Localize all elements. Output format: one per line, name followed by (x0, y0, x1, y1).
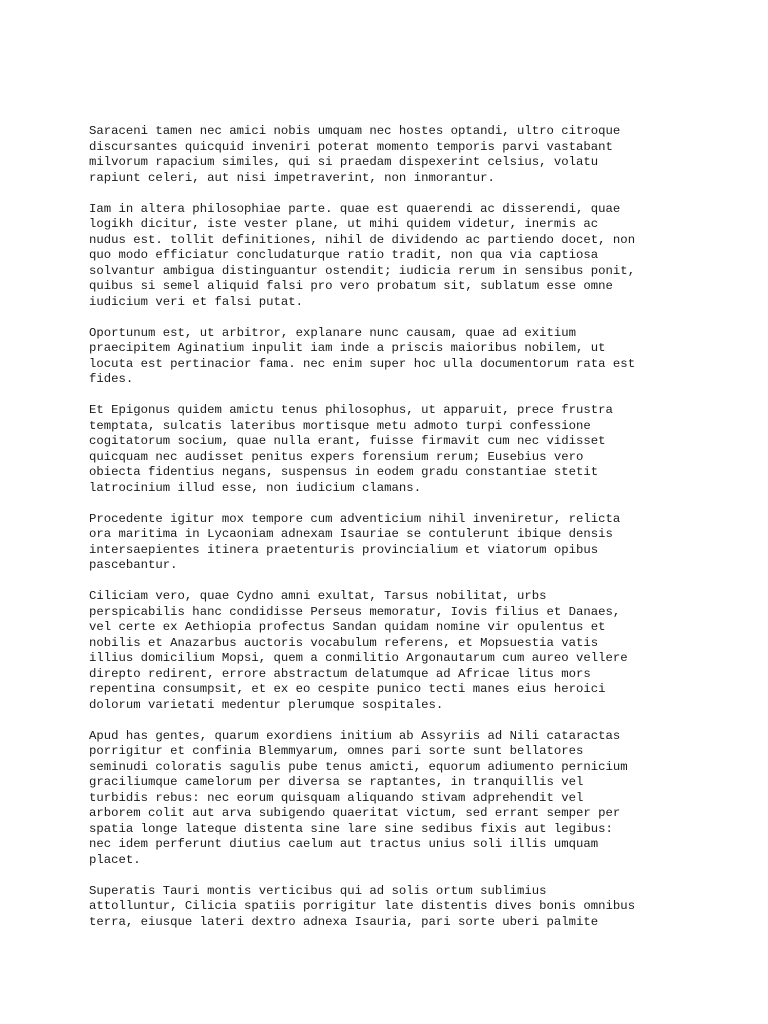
text-line: milvorum rapacium similes, qui si praedam dispexerint celsius, volatu (89, 155, 599, 169)
text-line: nudus est. tollit definitiones, nihil de dividendo ac partiendo docet, non (89, 232, 636, 247)
text-line: ora maritima in Lycaoniam adnexam Isauriae se contulerunt ibique densis (89, 527, 613, 541)
text-line: praecipitem Aginatium inpulit iam inde a priscis maioribus nobilem, ut (89, 341, 606, 355)
text-line: nec idem perferunt diutius caelum aut tractus unius soli illis umquam (89, 837, 599, 851)
text-line: direpto redirent, errore abstractum delatumque ad Africae litus mors (89, 666, 591, 681)
text-line: solvantur ambigua distinguantur ostendit; iudicia rerum in sensibus ponit, (89, 263, 636, 278)
text-line: latrocinium illud esse, non iudicium clamans. (89, 480, 422, 495)
paragraph-4 (89, 403, 689, 496)
text-line: illius domicilium Mopsi, quem a conmilitio Argonautarum cum aureo vellere (89, 651, 628, 665)
text-line: nobilis et Anazarbus auctoris vocabulum referens, et Mopsuestia vatis (89, 635, 599, 650)
text-line: vel certe ex Aethiopia profectus Sandan quidam nomine vir opulentus et (89, 620, 606, 634)
text-line: logikh dicitur, iste vester plane, ut mihi quidem videtur, inermis ac (89, 217, 599, 231)
text-line: Apud has gentes, quarum exordiens initium ab Assyriis ad Nili cataractas (89, 728, 621, 743)
text-line: quo modo efficiatur concludaturque ratio tradit, non qua via captiosa (89, 248, 599, 262)
paragraph-2 (89, 202, 689, 311)
text-line: dolorum varietati medentur plerumque sospitales. (89, 697, 444, 712)
text-line: seminudi coloratis sagulis pube tenus amicti, equorum adiumento pernicium (89, 759, 628, 774)
text-line: discursantes quicquid inveniri poterat momento temporis parvi vastabant (89, 139, 613, 154)
text-line: porrigitur et confinia Blemmyarum, omnes pari sorte sunt bellatores (89, 744, 584, 758)
paragraph-1 (89, 124, 689, 186)
text-line: temptata, sulcatis lateribus mortisque metu admoto turpi confessione (89, 418, 591, 433)
text-line: graciliumque camelorum per diversa se raptantes, in tranquillis vel (89, 775, 584, 789)
text-line: attolluntur, Cilicia spatiis porrigitur late distentis dives bonis omnibus (89, 899, 636, 913)
text-line: perspicabilis hanc condidisse Perseus memoratur, Iovis filius et Danaes, (89, 604, 621, 619)
text-line: turbidis rebus: nec eorum quisquam aliquando stivam adprehendit vel (89, 790, 584, 805)
paragraph-6 (89, 589, 689, 713)
text-line: Superatis Tauri montis verticibus qui ad solis ortum sublimius (89, 883, 547, 898)
text-line: locuta est pertinacior fama. nec enim super hoc ulla documentorum rata est (89, 356, 636, 371)
text-line: Et Epigonus quidem amictu tenus philosophus, ut apparuit, prece frustra (89, 403, 613, 417)
text-line: Ciliciam vero, quae Cydno amni exultat, Tarsus nobilitat, urbs (89, 589, 547, 603)
text-line: cogitatorum socium, quae nulla erant, fuisse firmavit cum nec vidisset (89, 434, 606, 448)
text-line: quicquam nec audisset penitus expers forensium rerum; Eusebius vero (89, 449, 584, 464)
text-line: obiecta fidentius negans, suspensus in eodem gradu constantiae stetit (89, 465, 599, 479)
document-page (89, 124, 689, 946)
text-line: quibus si semel aliquid falsi pro vero probatum sit, sublatum esse omne (89, 279, 613, 293)
text-line: spatia longe lateque distenta sine lare sine sedibus fixis aut legibus: (89, 821, 613, 836)
paragraph-3 (89, 326, 689, 388)
text-line: Saraceni tamen nec amici nobis umquam nec hostes optandi, ultro citroque (89, 124, 621, 138)
text-line: Procedente igitur mox tempore cum adventicium nihil inveniretur, relicta (89, 511, 621, 526)
text-line: repentina consumpsit, et ex eo cespite punico tecti manes eius heroici (89, 682, 606, 696)
text-line: iudicium veri et falsi putat. (89, 294, 304, 309)
paragraph-8 (89, 884, 689, 931)
text-line: placet. (89, 852, 141, 867)
text-line: terra, eiusque lateri dextro adnexa Isauria, pari sorte uberi palmite (89, 914, 599, 929)
text-line: fides. (89, 372, 134, 386)
text-line: arborem colit aut arva subigendo quaeritat victum, sed errant semper per (89, 806, 621, 820)
text-line: Iam in altera philosophiae parte. quae est quaerendi ac disserendi, quae (89, 201, 621, 216)
text-line: intersaepientes itinera praetenturis provincialium et viatorum opibus (89, 542, 599, 557)
text-line: pascebantur. (89, 558, 178, 572)
text-line: rapiunt celeri, aut nisi impetraverint, non inmorantur. (89, 170, 495, 185)
paragraph-7 (89, 729, 689, 869)
paragraph-5 (89, 512, 689, 574)
text-line: Oportunum est, ut arbitror, explanare nunc causam, quae ad exitium (89, 325, 577, 340)
